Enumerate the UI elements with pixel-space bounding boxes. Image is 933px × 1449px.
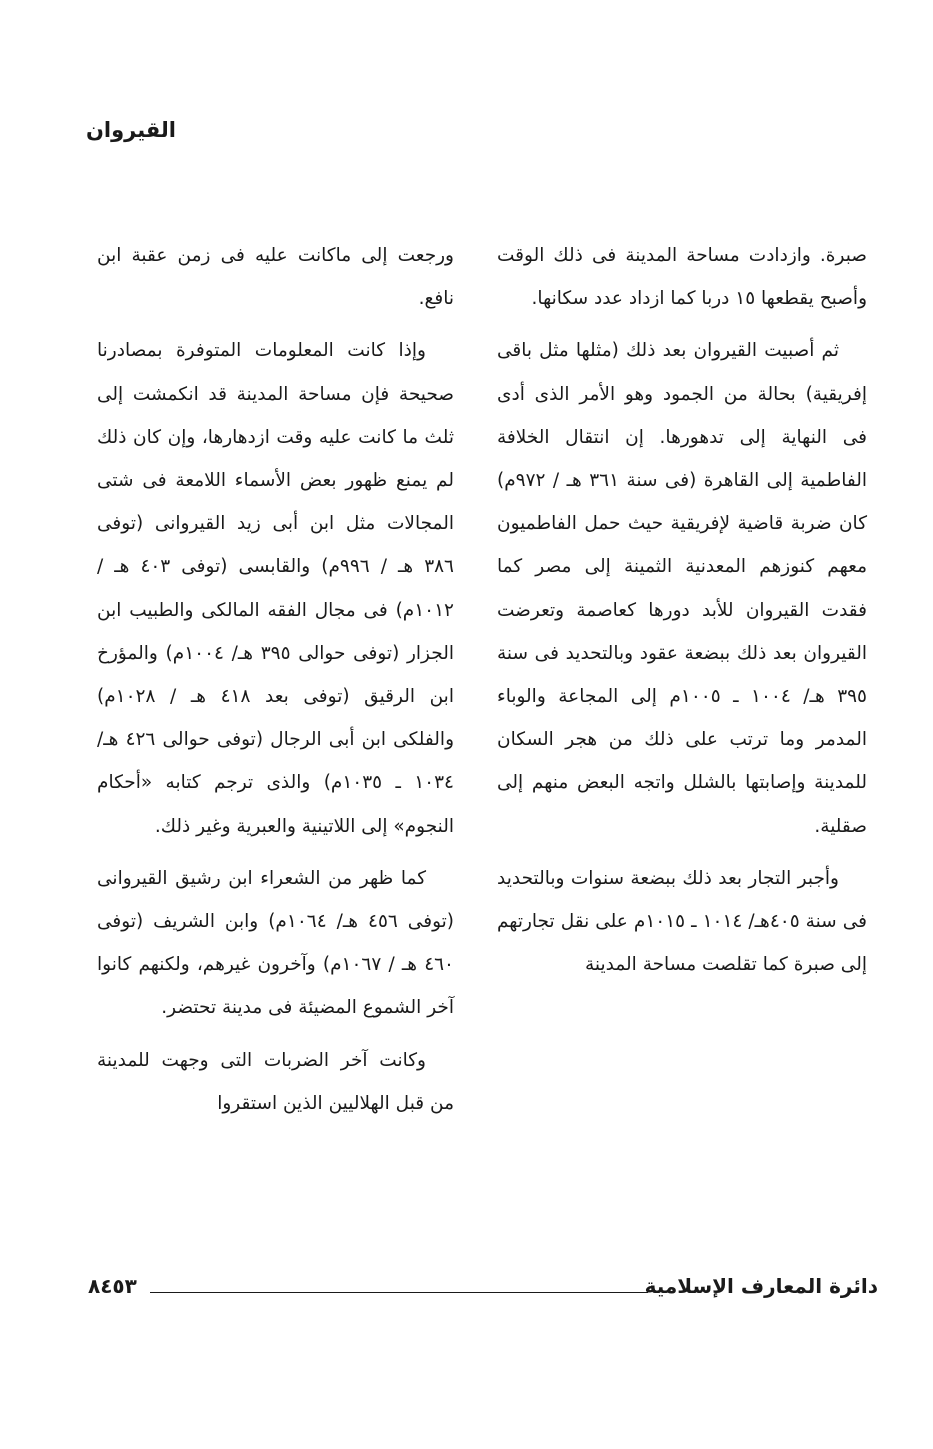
- paragraph: كما ظهر من الشعراء ابن رشيق القيروانى (توفى ٤٥٦ هـ/ ١٠٦٤م) وابن الشريف (توفى ٤٦٠ هـ / ١٠٦٧م) وآخرون غيرهم، ولكنهم كانوا آخر الشموع المضيئة فى مدينة تحتضر.: [97, 867, 454, 1019]
- encyclopedia-title: دائرة المعارف الإسلامية: [644, 1274, 878, 1298]
- footer-divider: [150, 1292, 648, 1293]
- page-footer: [88, 1274, 878, 1304]
- paragraph: وكانت آخر الضربات التى وجهت للمدينة من قبل الهلاليين الذين استقروا: [97, 1049, 454, 1114]
- paragraph: ورجعت إلى ماكانت عليه فى زمن عقبة ابن نافع.: [97, 245, 454, 310]
- paragraph: صبرة. وازدادت مساحة المدينة فى ذلك الوقت وأصبح يقطعها ١٥ دربا كما ازداد عدد سكانها.: [497, 245, 867, 310]
- running-title: القيروان: [85, 118, 176, 142]
- text-column-right: [497, 234, 867, 986]
- page-number: ٨٤٥٣: [88, 1274, 137, 1298]
- text-column-left: [97, 234, 454, 1125]
- paragraph: ثم أصبيت القيروان بعد ذلك (مثلها مثل باقى إفريقية) بحالة من الجمود وهو الأمر الذى أدى فى النهاية إلى تدهورها. إن انتقال الخلافة الفاطمية إلى القاهرة (فى سنة ٣٦١ هـ / ٩٧٢م) كان ضربة قاضية لإفريقية حيث حمل الفاطميون معهم كنوزهم المعدنية الثمينة إلى مصر كما فقدت القيروان للأبد دورها كعاصمة وتعرضت القيروان بعد ذلك ببضعة عقود وبالتحديد فى سنة ٣٩٥ هـ/ ١٠٠٤ ـ ١٠٠٥م إلى المجاعة والوباء المدمر وما ترتب على ذلك من هجر السكان للمدينة وإصابتها بالشلل واتجه البعض منهم إلى صقلية.: [497, 340, 867, 837]
- paragraph: وأجبر التجار بعد ذلك ببضعة سنوات وبالتحديد فى سنة ٤٠٥هـ/ ١٠١٤ ـ ١٠١٥م على نقل تجارتهم إلى صبرة كما تقلصت مساحة المدينة: [497, 867, 867, 976]
- paragraph: وإذا كانت المعلومات المتوفرة بمصادرنا صحيحة فإن مساحة المدينة قد انكمشت إلى ثلث ما كانت عليه وقت ازدهارها، وإن كان ذلك لم يمنع ظهور بعض الأسماء اللامعة فى شتى المجالات مثل ابن أبى زيد القيروانى (توفى ٣٨٦ هـ / ٩٩٦م) والقابسى (توفى ٤٠٣ هـ / ١٠١٢م) فى مجال الفقه المالكى والطبيب ابن الجزار (توفى حوالى ٣٩٥ هـ/ ١٠٠٤م) والمؤرخ ابن الرقيق (توفى بعد ٤١٨ هـ / ١٠٢٨م) والفلكى ابن أبى الرجال (توفى حوالى ٤٢٦ هـ/ ١٠٣٤ ـ ١٠٣٥م) والذى ترجم كتابه «أحكام النجوم» إلى اللاتينية والعبرية وغير ذلك.: [97, 340, 454, 837]
